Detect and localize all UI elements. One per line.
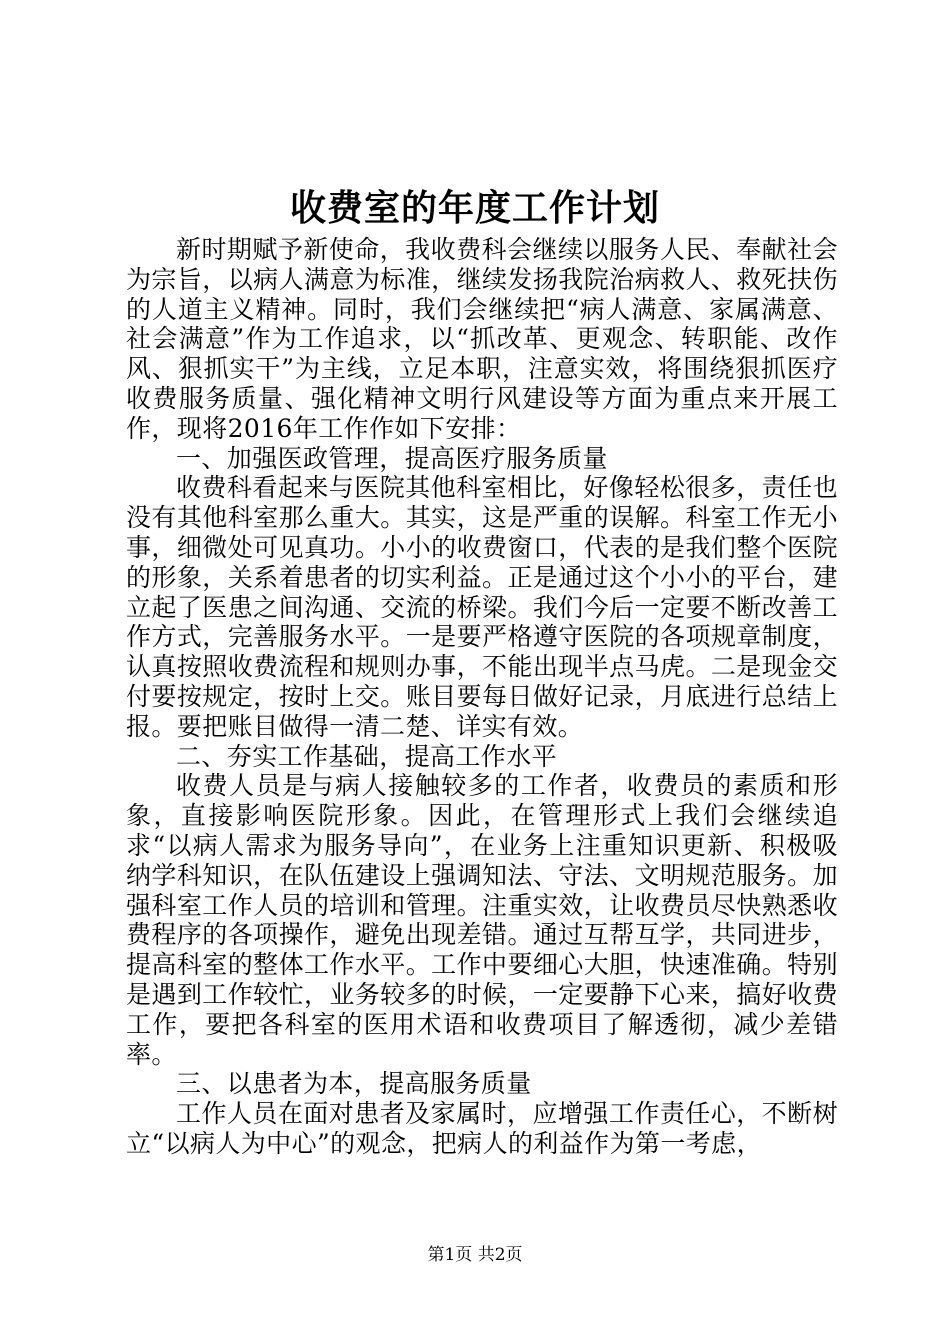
section-2-paragraph: 收费人员是与病人接触较多的工作者，收费员的素质和形象，直接影响医院形象。因此，在管理形式上我们会继续追求“以病人需求为服务导向”，在业务上注重知识更新、积极吸纳学科知识，在队伍建设上强调知法、守法、文明规范服务。加强科室工作人员的培训和管理。注重实效，让收费员尽快熟悉收费程序的各项操作，避免出现差错。通过互帮互学，共同进步，提高科室的整体工作水平。工作中要细心大胆，快速准确。特别是遇到工作较忙，业务较多的时候，一定要静下心来，搞好收费工作，要把各科室的医用术语和收费项目了解透彻，减少差错率。 (126, 771, 838, 1069)
document-title: 收费室的年度工作计划 (289, 187, 660, 229)
section-3-paragraph: 工作人员在面对患者及家属时，应增强工作责任心，不断树立“以病人为中心”的观念，把病人的利益作为第一考虑， (126, 1099, 838, 1158)
section-heading-3: 三、以患者为本，提高服务质量 (176, 1069, 532, 1099)
page-footer: 第1页 共2页 (427, 1245, 523, 1265)
document-body (126, 235, 838, 1159)
section-heading-1: 一、加强医政管理，提高医疗服务质量 (176, 443, 608, 473)
intro-paragraph: 新时期赋予新使命，我收费科会继续以服务人民、奉献社会为宗旨，以病人满意为标准，继续发扬我院治病救人、救死扶伤的人道主义精神。同时，我们会继续把“病人满意、家属满意、社会满意”作为工作追求，以“抓改革、更观念、转职能、改作风、狠抓实干”为主线，立足本职，注意实效，将围绕狠抓医疗收费服务质量、强化精神文明行风建设等方面为重点来开展工作，现将2016年工作作如下安排： (126, 235, 838, 443)
section-1-paragraph: 收费科看起来与医院其他科室相比，好像轻松很多，责任也没有其他科室那么重大。其实，这是严重的误解。科室工作无小事，细微处可见真功。小小的收费窗口，代表的是我们整个医院的形象，关系着患者的切实利益。正是通过这个小小的平台，建立起了医患之间沟通、交流的桥梁。我们今后一定要不断改善工作方式，完善服务水平。一是要严格遵守医院的各项规章制度，认真按照收费流程和规则办事，不能出现半点马虎。二是现金交付要按规定，按时上交。账目要每日做好记录，月底进行总结上报。要把账目做得一清二楚、详实有效。 (126, 473, 838, 741)
section-heading-2: 二、夯实工作基础，提高工作水平 (176, 741, 558, 771)
